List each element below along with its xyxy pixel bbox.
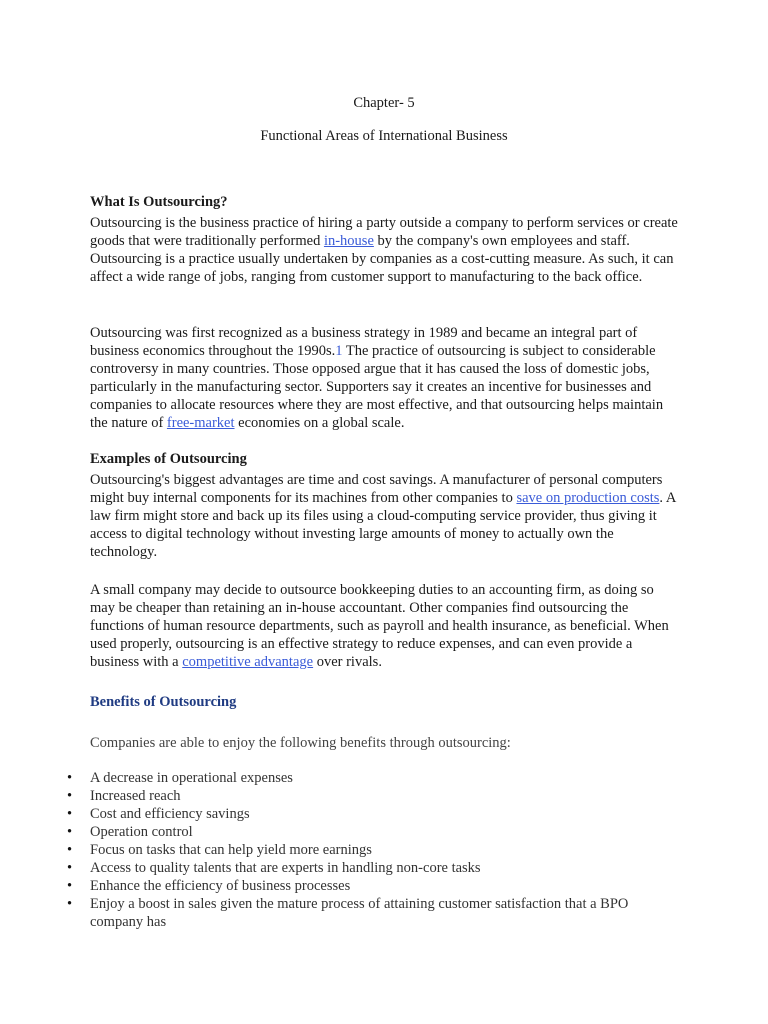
- paragraph-text: by the company's own employees and staff. Outsourcing is a practice usually undertaken by companies as a cost-cutting measure. As such, it can affect a wide range of jobs, ranging from customer support to manufacturing to the back office.: [90, 233, 674, 285]
- bullet-icon: •: [67, 878, 73, 894]
- paragraph-history: [90, 324, 680, 432]
- bullet-icon: •: [67, 860, 73, 876]
- paragraph-text: Outsourcing is the business practice of hiring a party outside a company to perform services or create goods that were traditionally performed: [90, 215, 678, 249]
- examples-heading: Examples of Outsourcing: [90, 451, 247, 467]
- list-item-text: Increased reach: [90, 788, 181, 804]
- what-is-outsourcing-heading: What Is Outsourcing?: [90, 194, 228, 210]
- list-item: [64, 859, 684, 877]
- paragraph-examples: [90, 471, 680, 561]
- paragraph-text: over rivals.: [313, 654, 382, 670]
- list-item-text: Enhance the efficiency of business processes: [90, 878, 351, 894]
- paragraph-text: Outsourcing was first recognized as a business strategy in 1989 and became an integral part of business economics throughout the 1990s.: [90, 325, 638, 359]
- bullet-icon: •: [67, 896, 73, 912]
- free-market-link[interactable]: free-market: [166, 415, 235, 431]
- paragraph-text: The practice of outsourcing is subject to considerable controversy in many countries. Those opposed argue that it has caused the loss of domestic jobs, particularly in the manufacturing sector. Supporters say it creates an incentive for businesses and companies to allocate resources where they are most effective, and that outsourcing helps maintain the nature of: [90, 343, 664, 431]
- list-item: [64, 805, 684, 823]
- list-item: [64, 877, 684, 895]
- list-item-text: Focus on tasks that can help yield more earnings: [90, 842, 372, 858]
- list-item-text: Enjoy a boost in sales given the mature process of attaining customer satisfaction that a BPO company has: [90, 896, 629, 930]
- list-item: [64, 895, 684, 931]
- bullet-icon: •: [67, 770, 73, 786]
- list-item: [64, 787, 684, 805]
- in-house-link[interactable]: in-house: [323, 233, 374, 249]
- paragraph-text: economies on a global scale.: [234, 415, 405, 431]
- bullet-icon: •: [67, 842, 73, 858]
- paragraph-definition: [90, 214, 680, 286]
- list-item: [64, 823, 684, 841]
- benefits-list: [64, 769, 684, 931]
- bullet-icon: •: [67, 824, 73, 840]
- paragraph-text: A small company may decide to outsource bookkeeping duties to an accounting firm, as doing so may be cheaper than retaining an in-house accountant. Other companies find outsourcing the functions of human resource departments, such as payroll and health insurance, as beneficial. When used properly, outsourcing is an effective strategy to reduce expenses, and can even provide a business with a: [90, 582, 669, 670]
- save-on-production-costs-link[interactable]: save on production costs: [516, 490, 660, 506]
- competitive-advantage-link[interactable]: competitive advantage: [182, 654, 314, 670]
- footnote-reference[interactable]: 1: [335, 343, 343, 359]
- list-item-text: Operation control: [90, 824, 193, 840]
- bullet-icon: •: [67, 806, 73, 822]
- paragraph-text: . A law firm might store and back up its files using a cloud-computing service provider, thus giving it access to digital technology without investing large amounts of money to actually own the technology.: [90, 490, 676, 560]
- list-item-text: Access to quality talents that are experts in handling non-core tasks: [90, 860, 481, 876]
- list-item: [64, 769, 684, 787]
- paragraph-text: Outsourcing's biggest advantages are time and cost savings. A manufacturer of personal computers might buy internal components for its machines from other companies to: [90, 472, 663, 506]
- list-item-text: A decrease in operational expenses: [90, 770, 293, 786]
- benefits-intro: Companies are able to enjoy the following benefits through outsourcing:: [90, 735, 511, 751]
- list-item-text: Cost and efficiency savings: [90, 806, 250, 822]
- paragraph-small-company: [90, 581, 680, 671]
- chapter-title: Functional Areas of International Business: [260, 128, 508, 144]
- bullet-icon: •: [67, 788, 73, 804]
- benefits-heading: Benefits of Outsourcing: [90, 694, 237, 710]
- list-item: [64, 841, 684, 859]
- chapter-label: Chapter- 5: [353, 95, 415, 111]
